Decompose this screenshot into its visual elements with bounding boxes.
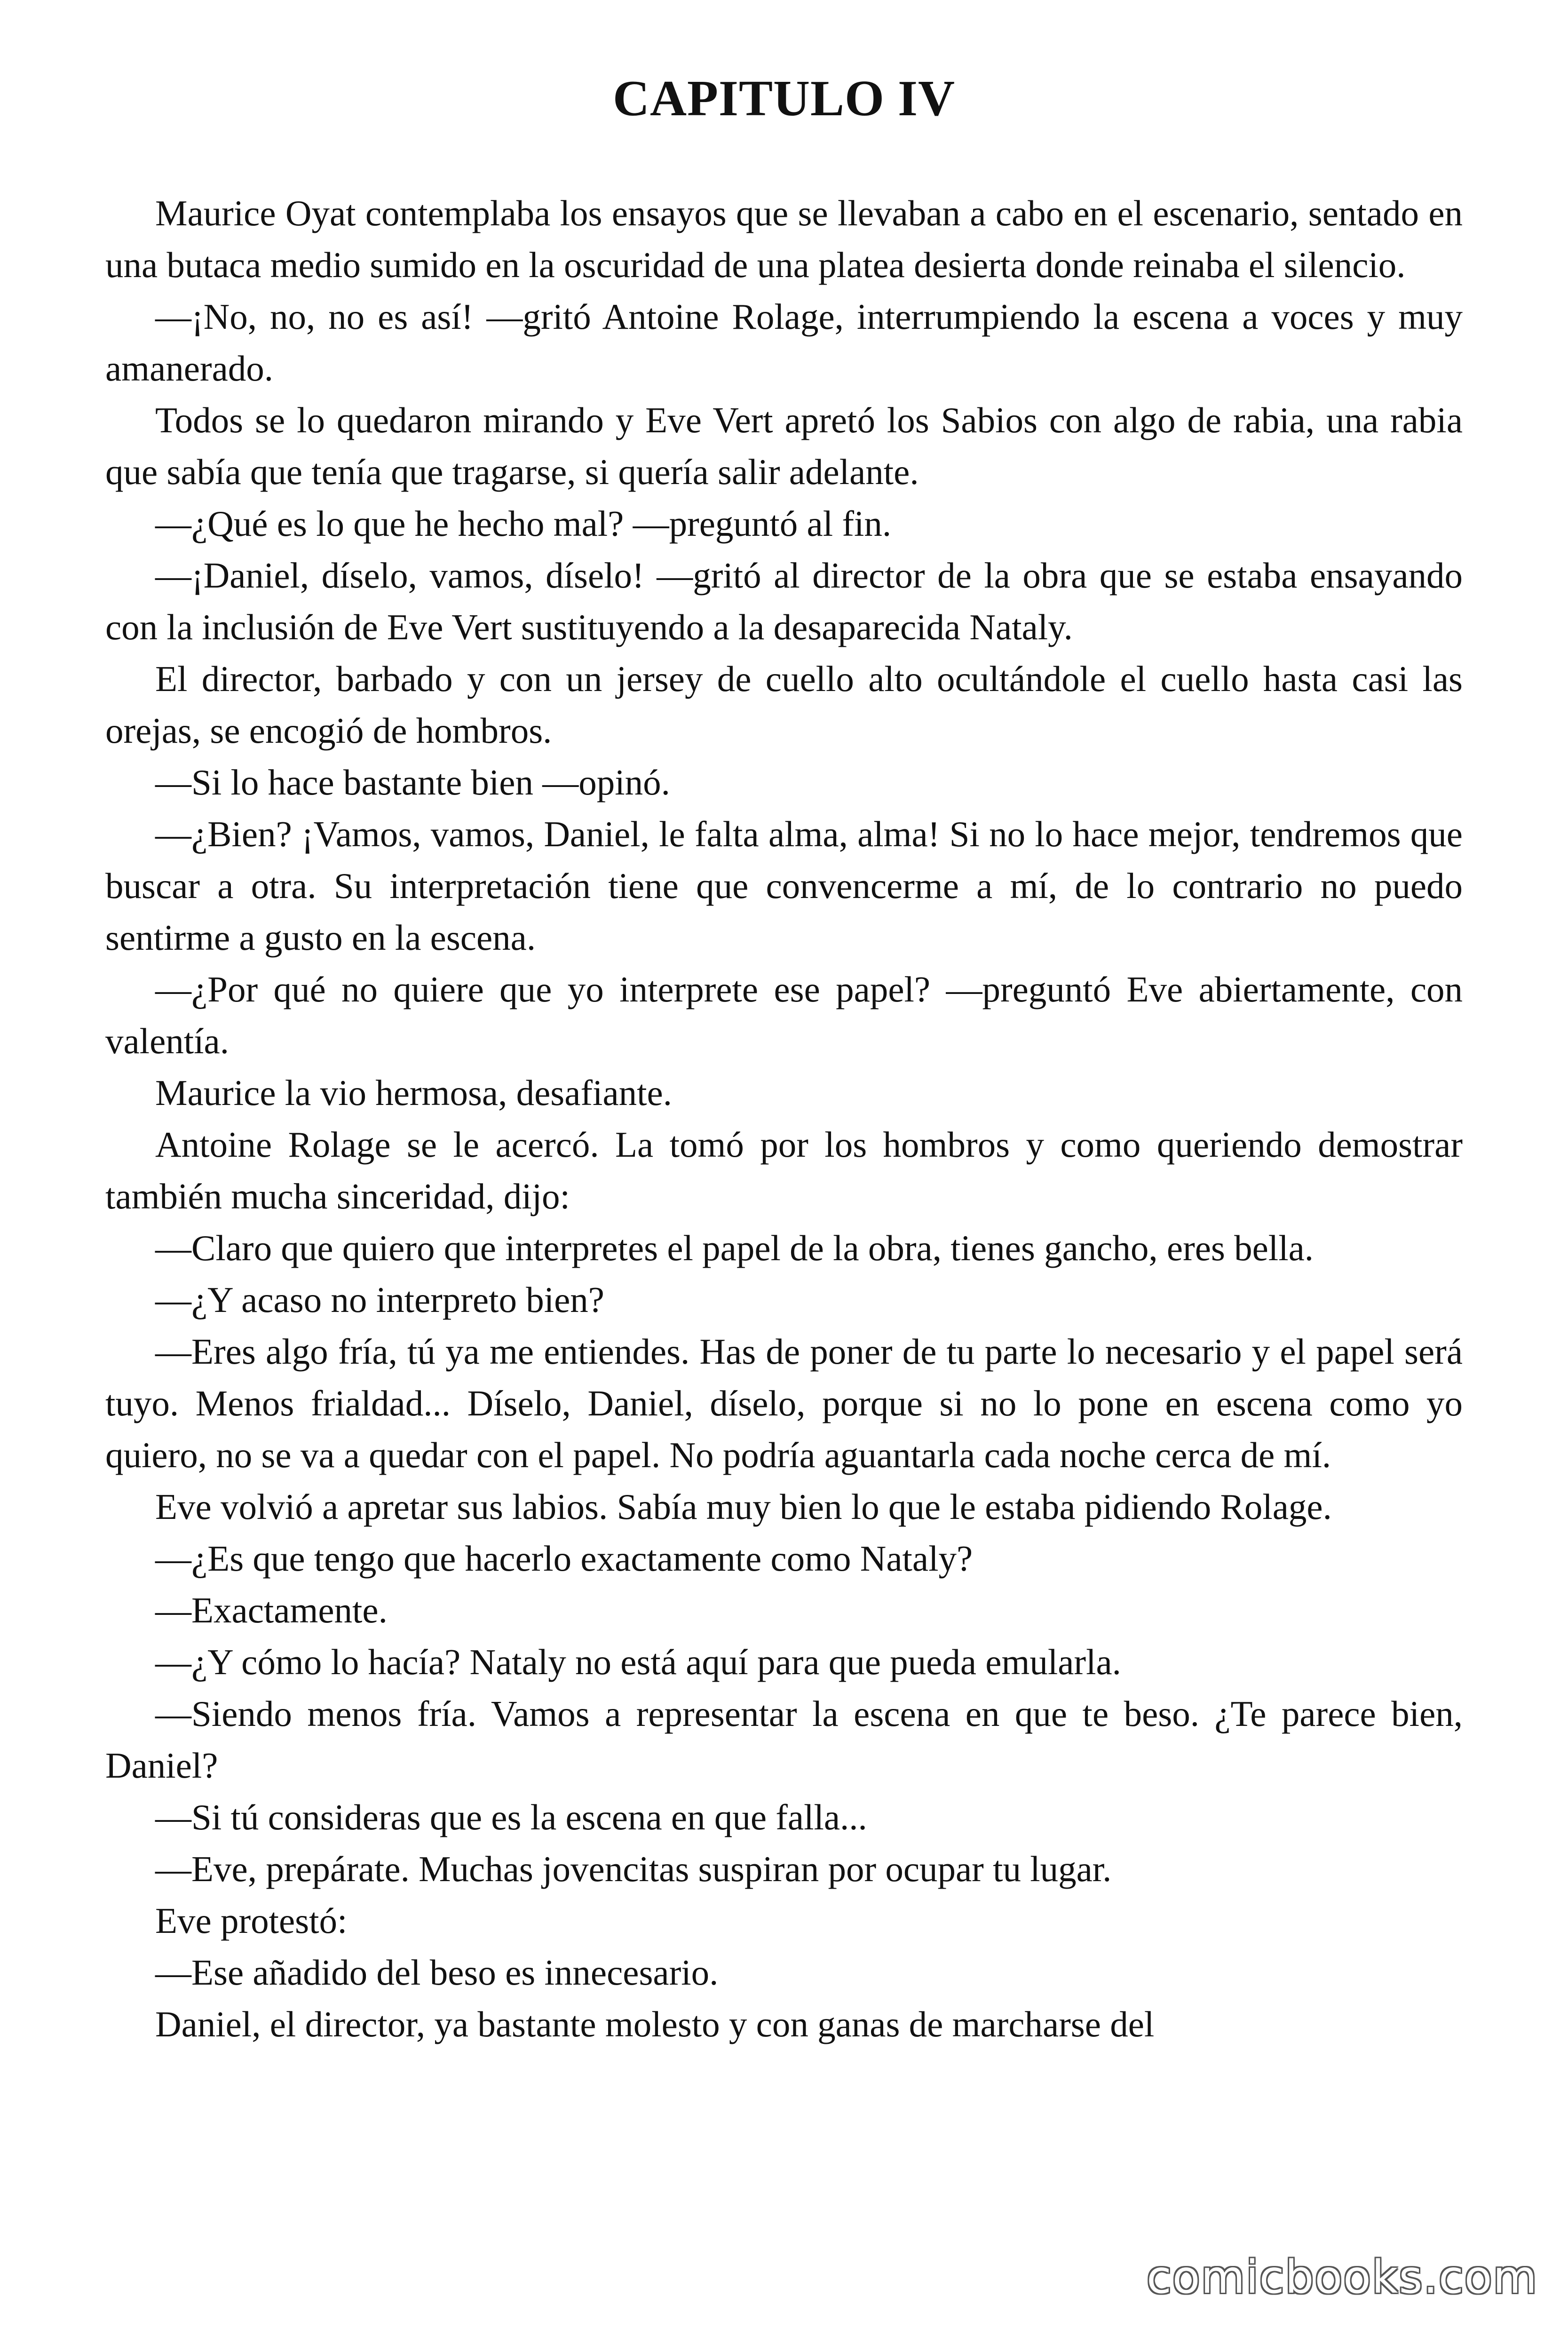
paragraph: Eve protestó: — [155, 1900, 348, 1941]
paragraph: Eve volvió a apretar sus labios. Sabía muy bien lo que le estaba pidiendo Rolage. — [155, 1486, 1332, 1527]
paragraph: —Exactamente. — [155, 1590, 388, 1630]
paragraph: —¡No, no, no es así! —gritó Antoine Rolage, interrumpiendo la escena a voces y muy amanerado. — [105, 296, 1463, 389]
paragraph: —Eve, prepárate. Muchas jovencitas suspiran por ocupar tu lugar. — [155, 1849, 1112, 1889]
paragraph: —¿Qué es lo que he hecho mal? —preguntó al fin. — [155, 503, 892, 544]
paragraph: —¿Y cómo lo hacía? Nataly no está aquí para que pueda emularla. — [155, 1642, 1121, 1682]
paragraph: —¿Es que tengo que hacerlo exactamente como Nataly? — [155, 1538, 973, 1579]
paragraph: Todos se lo quedaron mirando y Eve Vert apretó los Sabios con algo de rabia, una rabia que sabía que tenía que tragarse, si quería salir adelante. — [105, 400, 1463, 492]
paragraph: Daniel, el director, ya bastante molesto y con ganas de marcharse del — [155, 2004, 1155, 2044]
paragraph: —Si tú consideras que es la escena en que falla... — [155, 1797, 867, 1837]
paragraph: El director, barbado y con un jersey de cuello alto ocultándole el cuello hasta casi las orejas, se encogió de hombros. — [105, 659, 1463, 751]
paragraph: —¡Daniel, díselo, vamos, díselo! —gritó al director de la obra que se estaba ensayando con la inclusión de Eve Vert sustituyendo a la desaparecida Nataly. — [105, 555, 1463, 647]
paragraph: Maurice Oyat contemplaba los ensayos que se llevaban a cabo en el escenario, sentado en una butaca medio sumido en la oscuridad de una platea desierta donde reinaba el silencio. — [105, 193, 1463, 285]
chapter-title: CAPITULO IV — [612, 71, 956, 127]
paragraph: —Eres algo fría, tú ya me entiendes. Has de poner de tu parte lo necesario y el papel será tuyo. Menos frialdad... Díselo, Daniel, díselo, porque si no lo pone en escena como yo quiero, no se va a quedar con el papel. No podría aguantarla cada noche cerca de mí. — [105, 1331, 1463, 1475]
body-text — [105, 187, 1463, 2050]
paragraph: —Si lo hace bastante bien —opinó. — [155, 762, 670, 803]
paragraph: —Claro que quiero que interpretes el papel de la obra, tienes gancho, eres bella. — [155, 1228, 1314, 1268]
paragraph: —Siendo menos fría. Vamos a representar la escena en que te beso. ¿Te parece bien, Daniel? — [105, 1693, 1463, 1786]
paragraph: Maurice la vio hermosa, desafiante. — [155, 1073, 672, 1113]
paragraph: —¿Por qué no quiere que yo interprete ese papel? —preguntó Eve abiertamente, con valentía. — [105, 969, 1463, 1061]
paragraph: —Ese añadido del beso es innecesario. — [155, 1952, 719, 1993]
paragraph: —¿Bien? ¡Vamos, vamos, Daniel, le falta alma, alma! Si no lo hace mejor, tendremos que buscar a otra. Su interpretación tiene que convencerme a mí, de lo contrario no puedo sentirme a gusto en la escena. — [105, 814, 1463, 958]
watermark: comicbooks.com — [1142, 2251, 1543, 2303]
paragraph: —¿Y acaso no interpreto bien? — [155, 1279, 604, 1320]
paragraph: Antoine Rolage se le acercó. La tomó por los hombros y como queriendo demostrar también mucha sinceridad, dijo: — [105, 1124, 1463, 1216]
